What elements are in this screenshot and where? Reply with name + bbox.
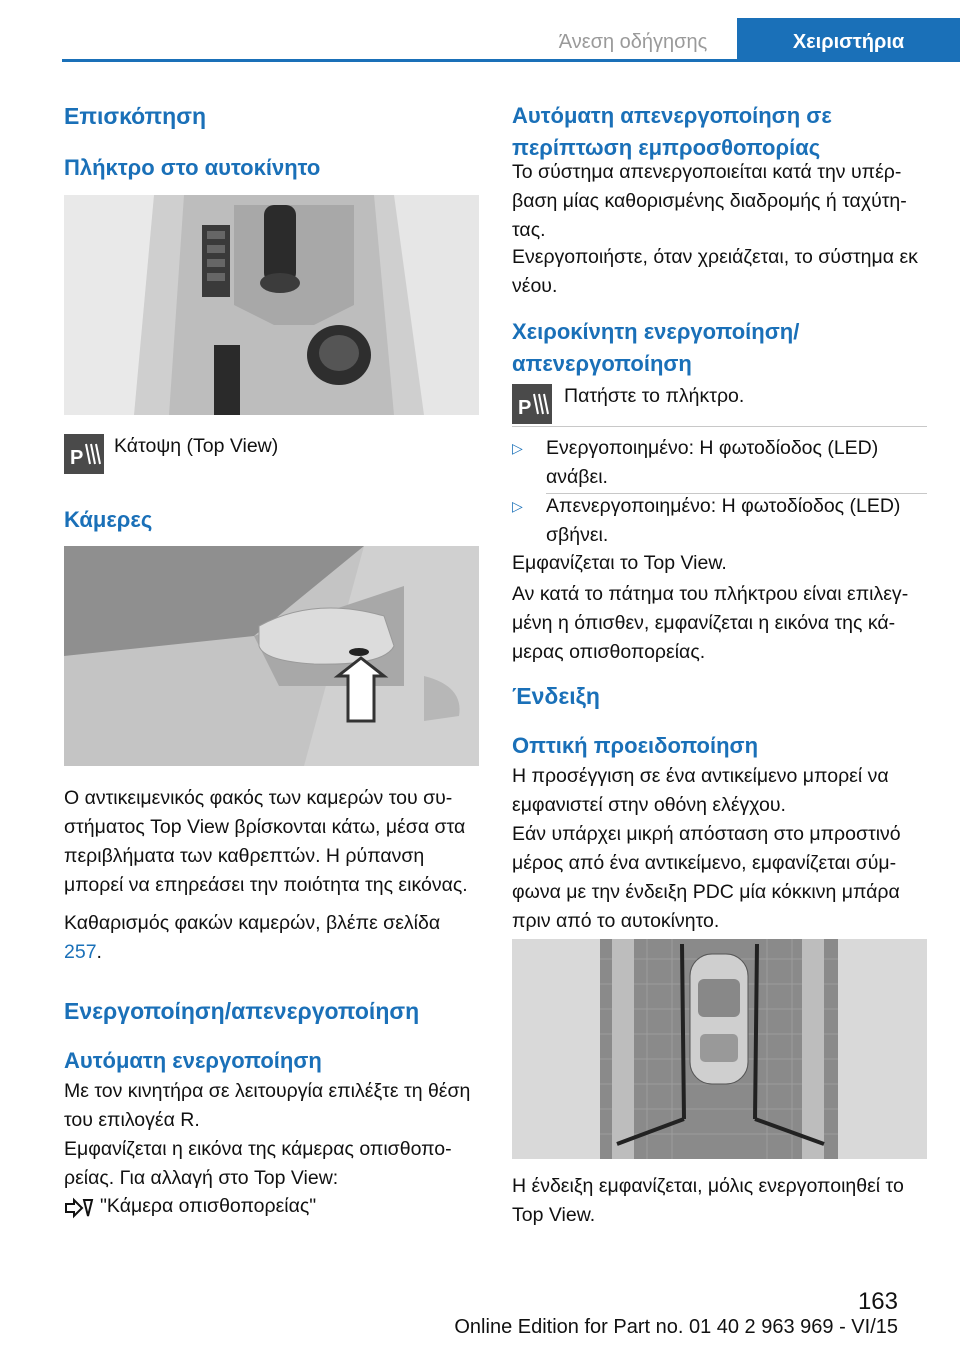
auto-activation-text: Με τον κινητήρα σε λειτουργία επιλέξτε τη θέση του επιλογέα R. bbox=[64, 1080, 471, 1131]
visual-warning-heading: Οπτική προειδοποίηση bbox=[512, 733, 759, 758]
center-console-image bbox=[64, 195, 479, 415]
auto-deactivation-text: Το σύστημα απενεργοποιείται κατά την υπέρβαση μίας καθορισμένης διαδρομής ή ταχύτητας. bbox=[512, 161, 907, 241]
button-caption: Κάτοψη (Top View) bbox=[114, 435, 279, 457]
image-caption: Η ένδειξη εμφανίζεται, μόλις ενεργοποιηθεί το Top View. bbox=[512, 1175, 904, 1226]
bullet-text: Απενεργοποιημένο: Η φωτοδίοδος (LED) σβήνει. bbox=[546, 495, 901, 546]
auto-activation-text-2: Εμφανίζεται η εικόνα της κάμερας οπισθοπορείας. Για αλλαγή στο Top View: bbox=[64, 1138, 452, 1189]
cleaning-page-link[interactable]: 257 bbox=[64, 941, 97, 963]
chapter-tab[interactable]: Χειριστήρια bbox=[737, 18, 960, 59]
bullet-icon: ▷ bbox=[512, 498, 523, 514]
separator bbox=[512, 426, 927, 427]
auto-deactivation-heading: Αυτόματη απενεργοποίηση σε περίπτωση εμπροσθοπορίας bbox=[512, 103, 832, 160]
svg-text:P: P bbox=[518, 397, 532, 419]
press-button-text: Πατήστε το πλήκτρο. bbox=[564, 385, 745, 407]
cleaning-text-label: Καθαρισμός φακών καμερών, βλέπε σελίδα bbox=[64, 912, 441, 934]
menu-camera-icon bbox=[64, 1196, 94, 1220]
list-item bbox=[512, 434, 927, 492]
auto-deactivation-text-2: Ενεργοποιήστε, όταν χρειάζεται, το σύστημα εκ νέου. bbox=[512, 246, 918, 297]
cameras-heading: Κάμερες bbox=[64, 507, 153, 532]
mirror-camera-image bbox=[64, 546, 479, 766]
edition-footer: Online Edition for Part no. 01 40 2 963 969 - VI/15 bbox=[454, 1316, 898, 1338]
bullet-text: Ενεργοποιημένο: Η φωτοδίοδος (LED) ανάβει. bbox=[546, 437, 879, 488]
top-view-button-icon bbox=[64, 434, 104, 474]
top-view-button-icon-2 bbox=[512, 384, 552, 424]
visual-warning-text-2: Εάν υπάρχει μικρή απόσταση στο μπροστινό μέρος από ένα αντικείμενο, εμφανίζεται σύμφωνα με την ένδειξη PDC μία κόκκινη μπάρα πριν από το αυτοκίνητο. bbox=[512, 823, 901, 932]
activation-heading: Ενεργοποίηση/απενεργοποίηση bbox=[64, 998, 420, 1024]
cleaning-text: Καθαρισμός φακών καμερών, βλέπε σελίδα 257. bbox=[64, 912, 441, 963]
reverse-text: Αν κατά το πάτημα του πλήκτρου είναι επιλεγμένη η όπισθεν, εμφανίζεται η εικόνα της κάμερας οπισθοπορείας. bbox=[512, 583, 909, 663]
page-number: 163 bbox=[857, 1288, 898, 1315]
cameras-text: Ο αντικειμενικός φακός των καμερών του συστήματος Top View βρίσκονται κάτω, μέσα στα περιβλήματα των καθρεπτών. Η ρύπανση μπορεί να επηρεάσει την ποιότητα της εικόνας. bbox=[64, 787, 468, 896]
shows-text: Εμφανίζεται το Top View. bbox=[512, 552, 727, 574]
visual-warning-text: Η προσέγγιση σε ένα αντικείμενο μπορεί να εμφανιστεί στην οθόνη ελέγχου. bbox=[512, 765, 889, 816]
list-item bbox=[512, 492, 927, 550]
display-heading: Ένδειξη bbox=[512, 683, 600, 709]
auto-activation-heading: Αυτόματη ενεργοποίηση bbox=[64, 1048, 322, 1073]
manual-heading: Χειροκίνητη ενεργοποίηση/ απενεργοποίηση bbox=[512, 319, 800, 376]
svg-text:P: P bbox=[70, 447, 84, 469]
overview-heading: Επισκόπηση bbox=[64, 103, 206, 129]
page-header bbox=[0, 0, 960, 62]
top-view-display-image bbox=[512, 939, 927, 1159]
button-heading: Πλήκτρο στο αυτοκίνητο bbox=[64, 155, 321, 180]
menu-item-text: "Κάμερα οπισθοπορείας" bbox=[100, 1195, 317, 1217]
section-title: Άνεση οδήγησης bbox=[558, 31, 708, 53]
bullet-icon: ▷ bbox=[512, 440, 523, 456]
header-rule bbox=[62, 59, 960, 62]
